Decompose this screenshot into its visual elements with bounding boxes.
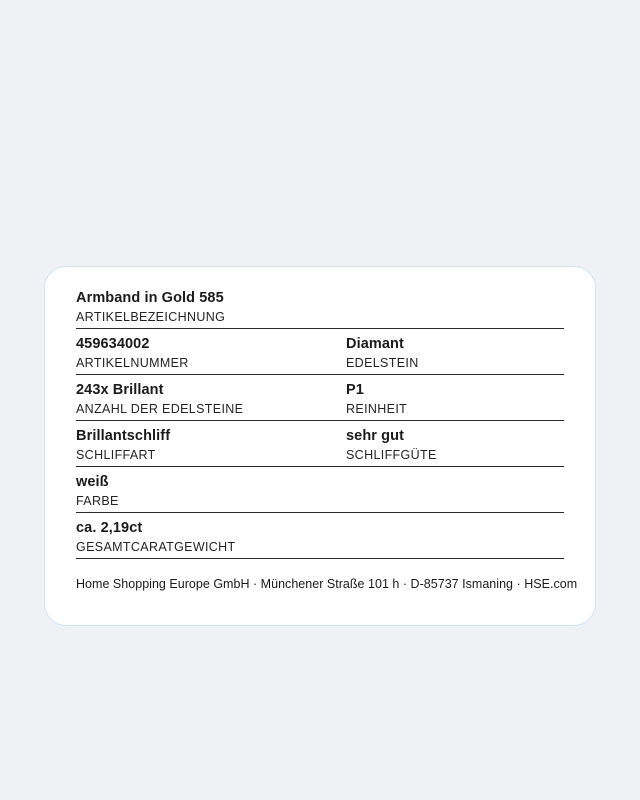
spec-label: ARTIKELBEZEICHNUNG xyxy=(76,310,226,324)
spec-cell-left xyxy=(76,381,346,418)
spec-value: Diamant xyxy=(346,336,404,352)
spec-label: GESAMTCARATGEWICHT xyxy=(76,540,236,554)
spec-label: SCHLIFFGÜTE xyxy=(346,448,437,462)
spec-value: 459634002 xyxy=(76,336,150,352)
spec-table xyxy=(76,289,564,559)
card-content xyxy=(76,289,578,607)
spec-value: P1 xyxy=(346,382,364,398)
company-footer: Home Shopping Europe GmbH · Münchener Straße 101 h · D-85737 Ismaning · HSE.com xyxy=(76,577,578,591)
spec-cell-right xyxy=(346,427,564,464)
spec-cell-left xyxy=(76,427,346,464)
spec-value: ca. 2,19ct xyxy=(76,520,143,536)
table-row xyxy=(76,427,564,467)
spec-label: REINHEIT xyxy=(346,402,408,416)
spec-label: SCHLIFFART xyxy=(76,448,156,462)
table-row xyxy=(76,335,564,375)
spec-cell-right xyxy=(346,519,564,556)
spec-cell-left xyxy=(76,519,346,556)
spec-label: EDELSTEIN xyxy=(346,356,419,370)
spec-value: Brillantschliff xyxy=(76,428,171,444)
table-row xyxy=(76,519,564,559)
spec-cell-left xyxy=(76,289,346,326)
table-row xyxy=(76,381,564,421)
spec-label: ARTIKELNUMMER xyxy=(76,356,189,370)
spec-value: weiß xyxy=(76,474,109,490)
spec-value xyxy=(346,519,564,538)
spec-label: FARBE xyxy=(76,494,119,508)
spec-label: ANZAHL DER EDELSTEINE xyxy=(76,402,244,416)
spec-value: Armband in Gold 585 xyxy=(76,290,224,306)
product-spec-card xyxy=(44,266,596,626)
spec-cell-left xyxy=(76,473,346,510)
spec-cell-left xyxy=(76,335,346,372)
table-row xyxy=(76,473,564,513)
spec-cell-right xyxy=(346,381,564,418)
spec-value xyxy=(346,473,564,492)
table-row xyxy=(76,289,564,329)
spec-cell-right xyxy=(346,473,564,510)
spec-value: sehr gut xyxy=(346,428,404,444)
spec-cell-right xyxy=(346,289,564,326)
spec-cell-right xyxy=(346,335,564,372)
spec-value: 243x Brillant xyxy=(76,382,164,398)
